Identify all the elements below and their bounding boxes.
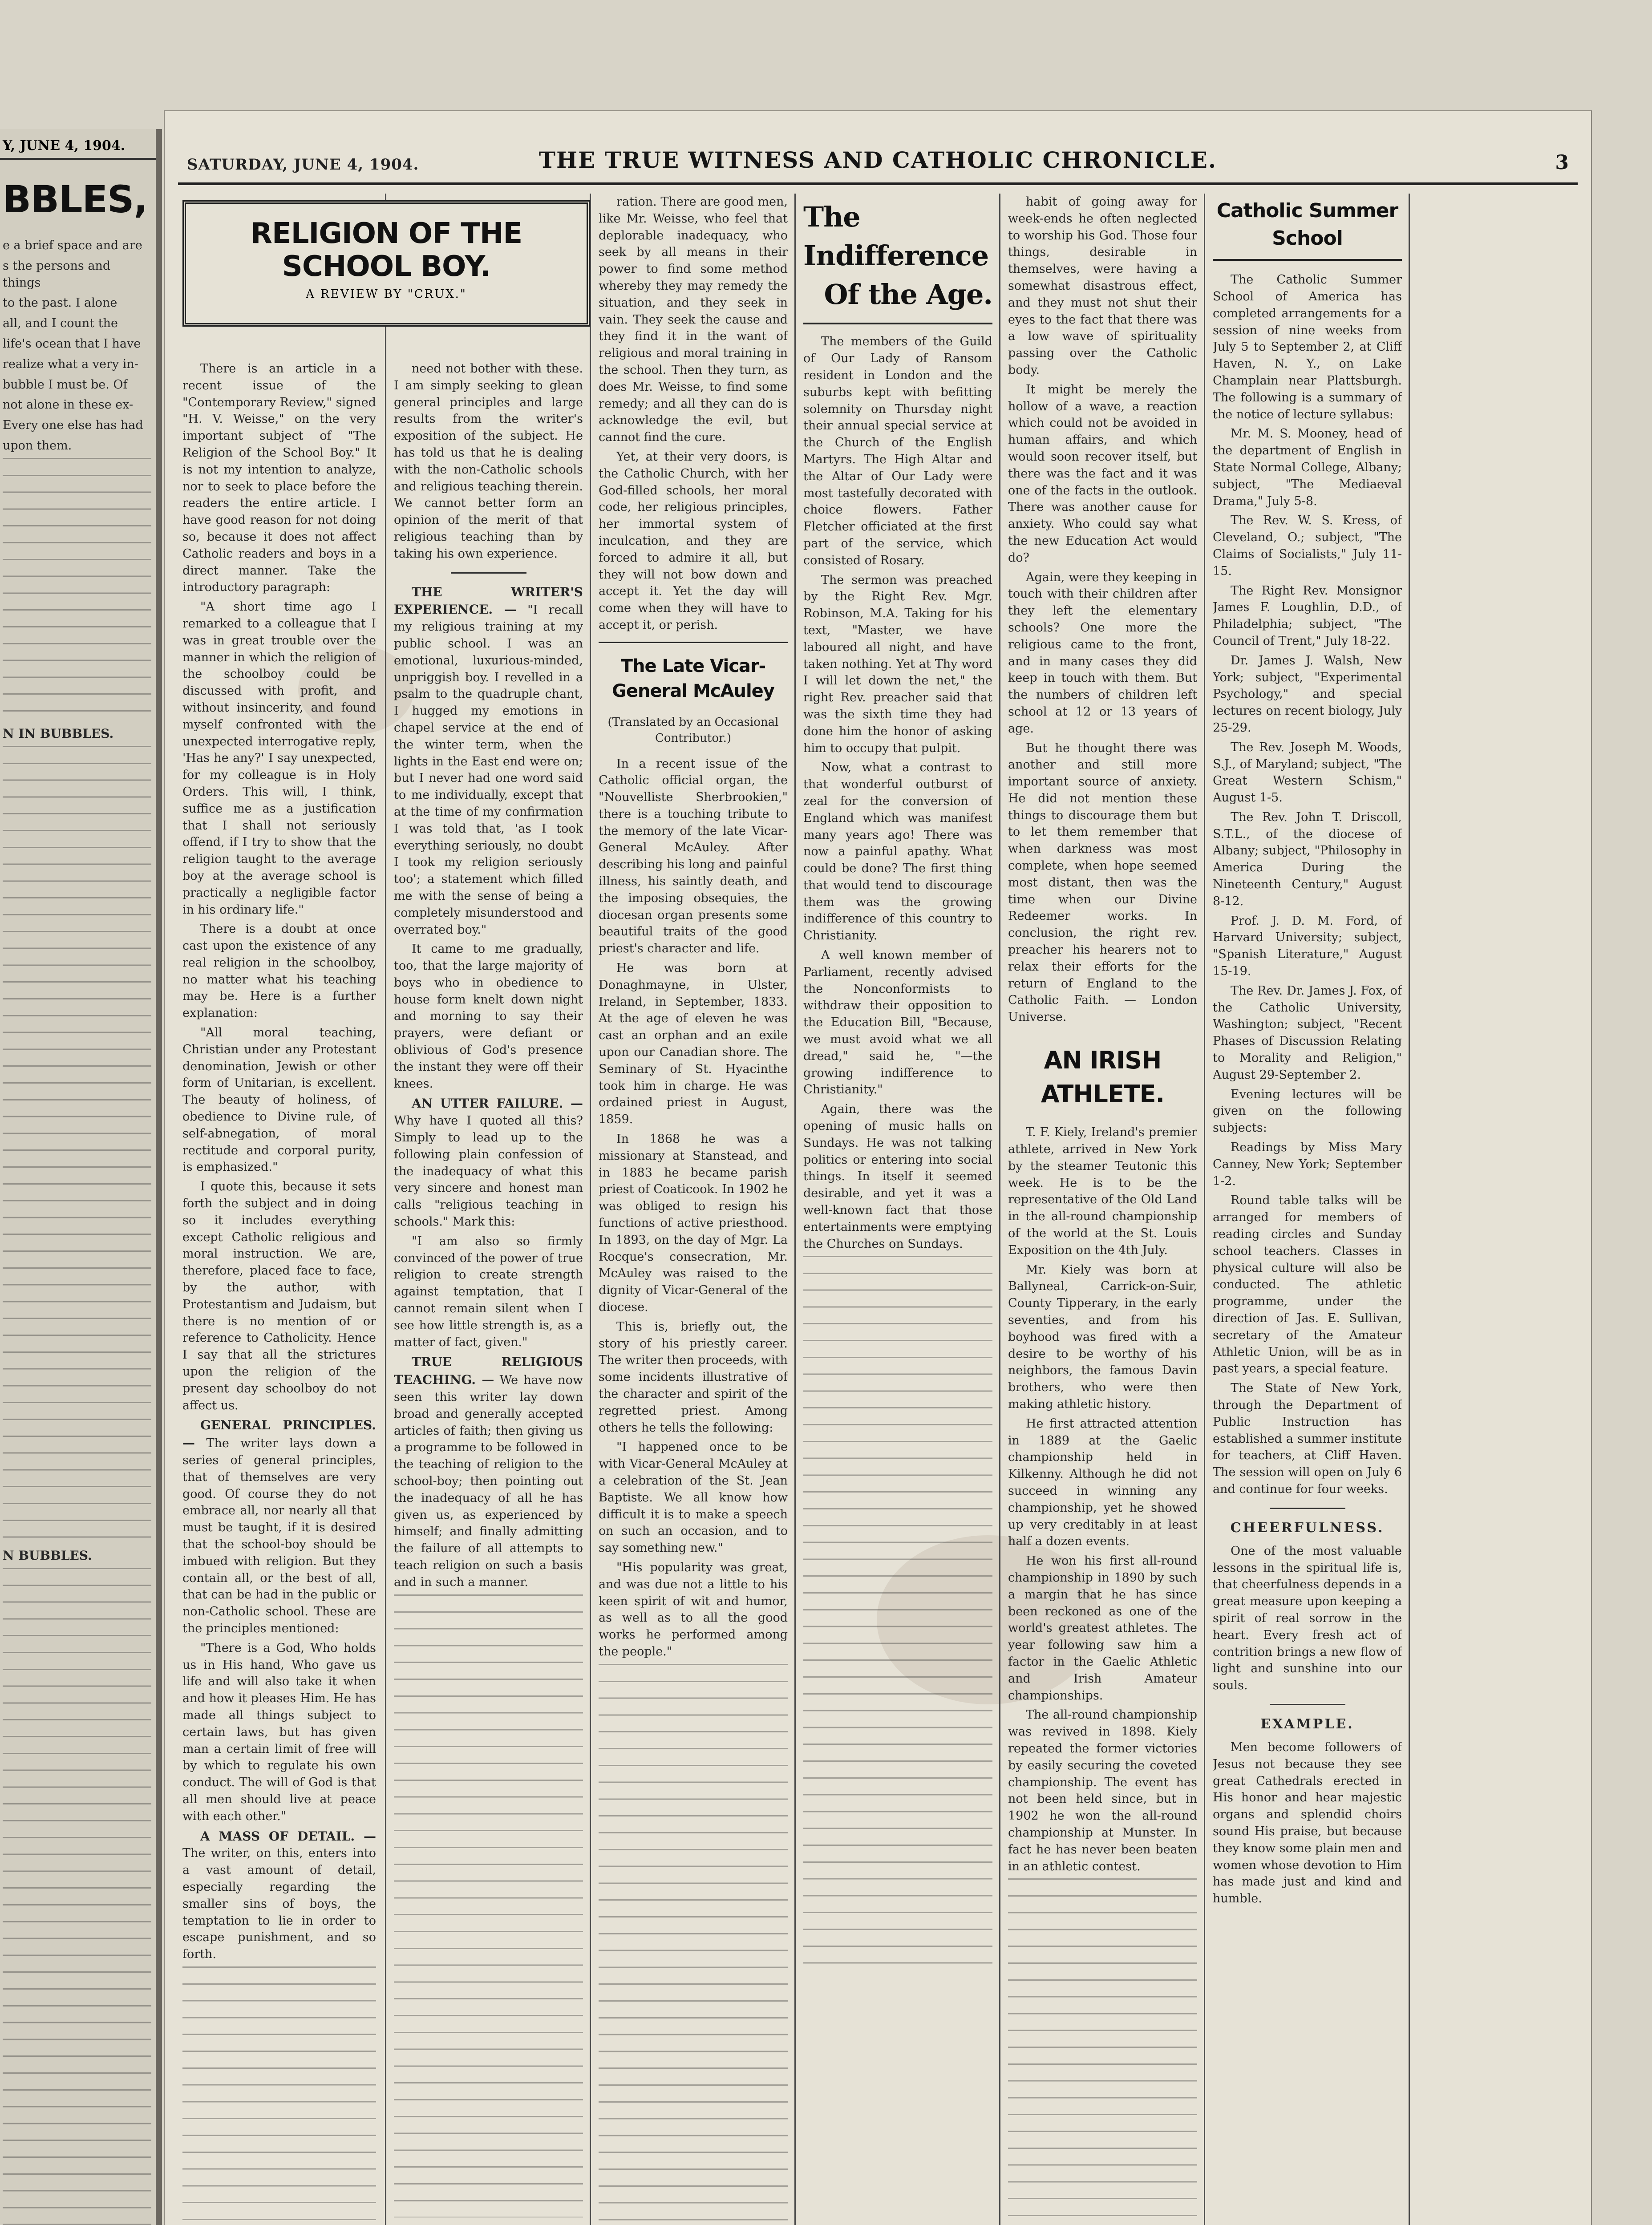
article-paragraph: He was born at Donaghmayne, in Ulster, Ireland, in September, 1833. At the age of eleven he was cast an orphan and an exile upon our Canadian shore. The Seminary of St. Hyacinthe took him in charge. He was ordained priest in August, 1859. <box>599 961 788 1127</box>
masthead: THE TRUE WITNESS AND CATHOLIC CHRONICLE. <box>539 147 1217 173</box>
column-rule <box>794 194 796 2225</box>
article-paragraph: Now, what a contrast to that wonderful outburst of zeal for the conversion of England which was manifest many years ago! There was now a painful apathy. What could be done? The first thing that would tend to discourage them was the growing indifference of this country to Christianity. <box>803 761 992 943</box>
article-paragraph: I quote this, because it sets forth the subject and in doing so it includes everything except Catholic religious and moral instruction. We are, therefore, placed face to face, by the author, with Protestantism and Judaism, but there is no mention of or reference to Catholicity. Hence I say that all the strictures upon the religion of the present day schoolboy do not affect us. <box>182 1180 376 1412</box>
indifference-headline <box>803 194 992 324</box>
mcauley-headline: The Late Vicar-General McAuley <box>612 655 774 701</box>
article-paragraph: "A short time ago I remarked to a colleague that I was in great trouble over the manner in which the religion of the schoolboy could be discussed with profit, and without insincerity, and found myself confronted with the unexpected interrogative reply, 'Has he any?' I say unexpected, for my colleague is in Holy Orders. This will, I think, suffice me as a justification that I shall not seriously offend, if I try to show that the religion taught to the average boy at the average school is practically a negligible factor in his ordinary life." <box>182 600 376 917</box>
religion-headline: RELIGION OF THE SCHOOL BOY. <box>250 217 522 283</box>
text-block <box>599 1664 788 2225</box>
article-paragraph: But he thought there was another and still more important source of anxiety. He did not mention these things to discourage them but to let them remember that when darkness was most complete, when hope seemed most distant, then was the time when our Divine Redeemer works. In conclusion, the right rev. preacher his hearers not to relax their efforts for the return of England to the Catholic Faith. — London Universe. <box>1008 741 1197 1024</box>
article-paragraph: In 1868 he was a missionary at Stanstead, and in 1883 he became parish priest of Coaticook. In 1902 he was obliged to resign his functions of active priesthood. In 1893, on the day of Mgr. La Rocque's consecration, Mr. McAuley was raised to the dignity of Vicar-General of the diocese. <box>599 1132 788 1314</box>
article-paragraph: need not bother with these. I am simply seeking to glean general principles and large results from the writer's exposition of the subject. He has told us that he is dealing with the non-Catholic schools and religious teaching therein. We cannot better form an opinion of the merit of that religious teaching than by taking his own experience. <box>394 362 583 561</box>
article-paragraph: He first attracted attention in 1889 at the Gaelic championship held in Kilkenny. Although he did not succeed in winning any championship, yet he showed up very creditably in at least half a dozen events. <box>1008 1416 1197 1549</box>
previous-page-header: Y, JUNE 4, 1904. <box>0 129 156 160</box>
column-religion <box>182 360 376 2225</box>
indifference-headline-line: Of the Age. <box>824 278 992 311</box>
article-paragraph: "His popularity was great, and was due not a little to his keen spirit of wit and humor, as well as to all the good works he performed among the people." <box>599 1560 788 1659</box>
section-heading: TRUE RELIGIOUS TEACHING. — <box>394 1355 583 1388</box>
article-paragraph: Yet, at their very doors, is the Catholic Church, with her God-filled schools, her moral code, her religious principles, her immortal system of inculcation, and they are forced to admire it all, but they will not bow down and accept it. Yet the day will come when they will have to accept it, or perish. <box>599 449 788 632</box>
column-athlete <box>1008 194 1197 2225</box>
article-paragraph: "I am also so firmly convinced of the power of true religion to create strength against temptation, that I cannot remain silent when I see how little strength is, as a matter of fact, given." <box>394 1234 583 1349</box>
article-paragraph: The writer, on this, enters into a vast amount of detail, especially regarding the smaller sins of boys, the temptation to lie in order to escape punishment, and so forth. <box>182 1846 376 1962</box>
lecture-item: Mr. M. S. Mooney, head of the department of English in State Normal College, Albany; subject, "The Mediaeval Drama," July 5-8. <box>1213 427 1402 508</box>
previous-line: s the persons and things <box>3 259 111 290</box>
text-block <box>803 1256 992 1968</box>
article-paragraph: We have now seen this writer lay down broad and generally accepted articles of faith; then giving us a programme to be followed in the teaching of religion to the school-boy; then pointing out the inadequacy of all he has given us, as experienced by himself; and finally admitting the failure of all attempts to teach religion on such a basis and in such a manner. <box>394 1373 583 1589</box>
article-paragraph: It might be merely the hollow of a wave, a reaction which could not be avoided in human affairs, and which would soon recover itself, but there was the fact and it was one of the facts in the outlook. There was another cause for anxiety. Who could say what the new Education Act would do? <box>1008 382 1197 565</box>
lecture-item: Dr. James J. Walsh, New York; subject, "Experimental Psychology," and special lectures on recent biology, July 25-29. <box>1213 653 1402 735</box>
text-block <box>3 458 151 725</box>
text-block <box>182 1966 376 2225</box>
section-heading: A MASS OF DETAIL. — <box>200 1829 376 1844</box>
article-paragraph: He won his first all-round championship in 1890 by such a margin that he has since been reckoned as one of the world's greatest athletes. The year following saw him a factor in the Gaelic Athletic and Irish Amateur championships. <box>1008 1554 1197 1703</box>
section-divider <box>1270 1508 1345 1509</box>
column-mcauley <box>599 194 788 2225</box>
article-paragraph: Round table talks will be arranged for members of reading circles and Sunday school teachers. Classes in physical culture will also be conducted. The athletic programme, under the direction of Jas. E. Sullivan, secretary of the Amateur Athletic Union, will be as in past years, a special feature. <box>1213 1193 1402 1376</box>
page-header <box>178 147 1578 185</box>
previous-page-edge <box>0 129 162 2225</box>
section-heading: GENERAL PRINCIPLES. — <box>182 1418 376 1451</box>
article-paragraph: In a recent issue of the Catholic official organ, the "Nouvelliste Sherbrookien," there is a touching tribute to the memory of the late Vicar-General McAuley. After describing his long and painful illness, his saintly death, and the imposing obsequies, the diocesan organ presents some beautiful traits of the good priest's character and life. <box>599 756 788 956</box>
previous-line: to the past. I alone <box>3 296 117 310</box>
article-paragraph: A well known member of Parliament, recently advised the Nonconformists to withdraw their opposition to the Education Bill, "Because, we must avoid what we all dread," said he, "—the growing indifference to Christianity." <box>803 948 992 1097</box>
mcauley-credit: (Translated by an Occasional Contributor.) <box>607 715 779 745</box>
previous-line: life's ocean that I have <box>3 336 141 351</box>
previous-page-text <box>0 230 156 2225</box>
article-paragraph: There is an article in a recent issue of the "Contemporary Review," signed "H. V. Weisse," on the very important subject of "The Religion of the School Boy." It is not my intention to analyze, nor to seek to place before the readers the entire article. I have good reason for not doing so, because it does not affect Catholic readers and boys in a direct manner. Take the introductory paragraph: <box>182 362 376 595</box>
section-heading: THE WRITER'S EXPERIENCE. — <box>394 584 583 617</box>
column-rule <box>1409 194 1410 2225</box>
page-number: 3 <box>1555 151 1569 174</box>
column-rule <box>1204 194 1205 2225</box>
indifference-headline-line: The Indifference <box>803 201 989 272</box>
previous-line: not alone in these ex- <box>3 398 134 412</box>
previous-line: realize what a very in- <box>3 357 138 371</box>
article-paragraph: This is, briefly out, the story of his priestly career. The writer then proceeds, with some incidents illustrative of the character and spirit of the regretted priest. Among others he tells the following: <box>599 1319 788 1435</box>
religion-headline-box <box>182 200 590 327</box>
article-paragraph: habit of going away for week-ends he often neglected to worship his God. Those four things, desirable in themselves, were having a somewhat disastrous effect, and they must not shut their eyes to the fact that there was a low wave of spirituality passing over the Catholic body. <box>1008 195 1197 377</box>
article-paragraph: There is a doubt at once cast upon the existence of any real religion in the schoolboy, no matter what his teaching may be. Here is a further explanation: <box>182 922 376 1020</box>
article-paragraph: Evening lectures will be given on the following subjects: <box>1213 1087 1402 1135</box>
previous-line: bubble I must be. Of <box>3 377 128 392</box>
article-paragraph: The writer lays down a series of general principles, that of themselves are very good. Of course they do not embrace all, nor nearly all that must be taught, if it is desired that the school-boy should be imbued with religion. But they contain all, or the best of all, that can be had in the public or non-Catholic school. These are the principles mentioned: <box>182 1436 376 1635</box>
previous-section: N IN BUBBLES. <box>3 726 114 741</box>
lecture-item: The Rev. Dr. James J. Fox, of the Catholic University, Washington; subject, "Recent Phases of Discussion Relating to Morality and Religion," August 29-September 2. <box>1213 983 1402 1082</box>
example-headline: EXAMPLE. <box>1260 1716 1354 1732</box>
article-paragraph: Mr. Kiely was born at Ballyneal, Carrick-on-Suir, County Tipperary, in the early seventies, and from his boyhood was fired with a desire to be worthy of his neighbors, the famous Davin brothers, who were then making athletic history. <box>1008 1262 1197 1411</box>
article-paragraph: T. F. Kiely, Ireland's premier athlete, arrived in New York by the steamer Teutonic this week. He is to be the representative of the Old Land in the all-round championship of the world at the St. Louis Exposition on the 4th July. <box>1008 1125 1197 1257</box>
article-rule <box>599 642 788 643</box>
previous-section: N BUBBLES. <box>3 1548 92 1563</box>
article-paragraph: "I happened once to be with Vicar-General McAuley at a celebration of the St. Jean Baptiste. We all know how difficult it is to make a speech on such an occasion, and to say something new." <box>599 1440 788 1555</box>
article-paragraph: Again, there was the opening of music halls on Sundays. He was not talking politics or entering into social things. In itself it seemed desirable, and yet it was a well-known fact that those entertainments were emptying the Churches on Sundays. <box>803 1102 992 1251</box>
article-paragraph: The all-round championship was revived in 1898. Kiely repeated the former victories by easily securing the coveted championship. The event has not been held since, but in 1902 he won the all-round championship at Munster. In fact he has never been beaten in an athletic contest. <box>1008 1708 1197 1873</box>
article-paragraph: It came to me gradually, too, that the large majority of boys who in obedience to house form knelt down night and morning to say their prayers, were defiant or oblivious of God's presence the instant they were off their knees. <box>394 942 583 1091</box>
text-block <box>3 746 151 1547</box>
article-paragraph: The Catholic Summer School of America has completed arrangements for a session of nine weeks from July 5 to September 2, at Cliff Haven, N. Y., on Lake Champlain near Plattsburgh. The following is a summary of the notice of lecture syllabus: <box>1213 273 1402 421</box>
lecture-item: Prof. J. D. M. Ford, of Harvard University; subject, "Spanish Literature," August 15-19. <box>1213 914 1402 979</box>
column-indifference <box>803 194 992 2225</box>
previous-line: Every one else has had <box>3 418 143 433</box>
lecture-item: The Rev. W. S. Kress, of Cleveland, O.; subject, "The Claims of Socialists," July 11-15. <box>1213 514 1402 578</box>
lecture-item: The Rev. John T. Driscoll, S.T.L., of the diocese of Albany; subject, "Philosophy in America During the Nineteenth Century," August 8-12. <box>1213 810 1402 908</box>
previous-line: e a brief space and are <box>3 239 142 252</box>
article-paragraph: Again, were they keeping in touch with their children after they left the elementary schools? One more the religious came to the front, and in many cases they did keep in touch with them. But the numbers of children left school at 12 or 13 years of age. <box>1008 570 1197 736</box>
article-paragraph: Readings by Miss Mary Canney, New York; September 1-2. <box>1213 1141 1402 1188</box>
summer-school-headline: Catholic Summer School <box>1213 197 1402 261</box>
article-paragraph: "All moral teaching, Christian under any Protestant denomination, Jewish or other form of Unitarian, is excellent. The beauty of holiness, of obedience to Divine rule, of self-abnegation, of moral rectitude and corporal purity, is emphasized." <box>182 1026 376 1174</box>
article-paragraph: The members of the Guild of Our Lady of Ransom resident in London and the suburbs kept with befitting solemnity on Thursday night their annual special service at the Church of the English Martyrs. The High Altar and the Altar of Our Lady were most tastefully decorated with choice flowers. Father Fletcher officiated at the first part of the service, which consisted of Rosary. <box>803 335 992 567</box>
cheerfulness-headline: CHEERFULNESS. <box>1230 1520 1385 1536</box>
religion-byline: A REVIEW BY "CRUX." <box>306 287 467 301</box>
section-divider <box>1270 1704 1345 1705</box>
column-rule <box>999 194 1000 2225</box>
column-writer <box>394 360 583 2225</box>
text-block <box>3 1568 151 2225</box>
article-paragraph: Why have I quoted all this? Simply to lead up to the following plain confession of the inadequacy of what this very sincere and honest man calls "religious teaching in schools." Mark this: <box>394 1114 583 1229</box>
athlete-headline: AN IRISH ATHLETE. <box>1041 1046 1165 1108</box>
article-paragraph: One of the most valuable lessons in the spiritual life is, that cheerfulness depends in a great measure upon keeping a spirit of real sorrow in the heart. Every fresh act of contrition brings a new flow of light and sunshine into our souls. <box>1213 1544 1402 1693</box>
section-heading: AN UTTER FAILURE. — <box>412 1096 583 1111</box>
lecture-item: The Right Rev. Monsignor James F. Loughlin, D.D., of Philadelphia; subject, "The Council of Trent," July 18-22. <box>1213 583 1402 648</box>
article-paragraph: ration. There are good men, like Mr. Weisse, who feel that deplorable inadequacy, who seek by all means in their power to find some method whereby they may remedy the situation, and they seek in vain. They seek the cause and they find it in the want of religious and moral training in the school. Then they turn, as does Mr. Weisse, to find some remedy; and all they can do is acknowledge the evil, but cannot find the cure. <box>599 195 788 445</box>
lecture-item: The Rev. Joseph M. Woods, S.J., of Maryland; subject, "The Great Western Schism," August 1-5. <box>1213 740 1402 805</box>
text-block <box>394 1594 583 2217</box>
article-paragraph: Men become followers of Jesus not because they see great Cathedrals erected in His honor and hear majestic organs and splendid choirs sound His praise, but because they know some plain men and women whose devotion to Him has made just and kind and humble. <box>1213 1740 1402 1906</box>
issue-date: SATURDAY, JUNE 4, 1904. <box>187 156 419 174</box>
column-summer-school <box>1213 194 1402 2225</box>
newspaper-page <box>165 111 1591 2225</box>
previous-line: upon them. <box>3 438 72 453</box>
section-divider <box>451 572 526 574</box>
article-paragraph: The sermon was preached by the Right Rev. Mgr. Robinson, M.A. Taking for his text, "Master, we have laboured all night, and have taken nothing. Yet at Thy word I will let down the net," the right Rev. preacher said that was the sixth time they had done him the honor of asking him to occupy that pulpit. <box>803 573 992 755</box>
article-paragraph: "I recall my religious training at my public school. I was an emotional, luxurious-minded, unpriggish boy. I revelled in a psalm to the quadruple chant, I hugged my emotions in chapel service at the end of the winter term, when the lights in the East end were on; but I never had one word said to me individually, except that at the time of my confirmation I was told that, 'as I took everything seriously, no doubt I took my religion seriously too'; a statement which filled me with the sense of being a completely misunderstood and overrated boy." <box>394 603 583 937</box>
previous-page-headline: BBLES, <box>3 178 148 221</box>
column-rule <box>385 194 386 2225</box>
article-paragraph: The State of New York, through the Department of Public Instruction has established a summer institute for teachers, at Cliff Haven. The session will open on July 6 and continue for four weeks. <box>1213 1381 1402 1496</box>
column-rule <box>590 194 591 2225</box>
previous-line: all, and I count the <box>3 316 118 331</box>
text-block <box>1008 1878 1197 2225</box>
article-paragraph: "There is a God, Who holds us in His hand, Who gave us life and will also take it when and how it pleases Him. He has made all things subject to certain laws, but has given man a certain limit of free will by which to regulate his own conduct. The will of God is that all men should live at peace with each other." <box>182 1641 376 1823</box>
